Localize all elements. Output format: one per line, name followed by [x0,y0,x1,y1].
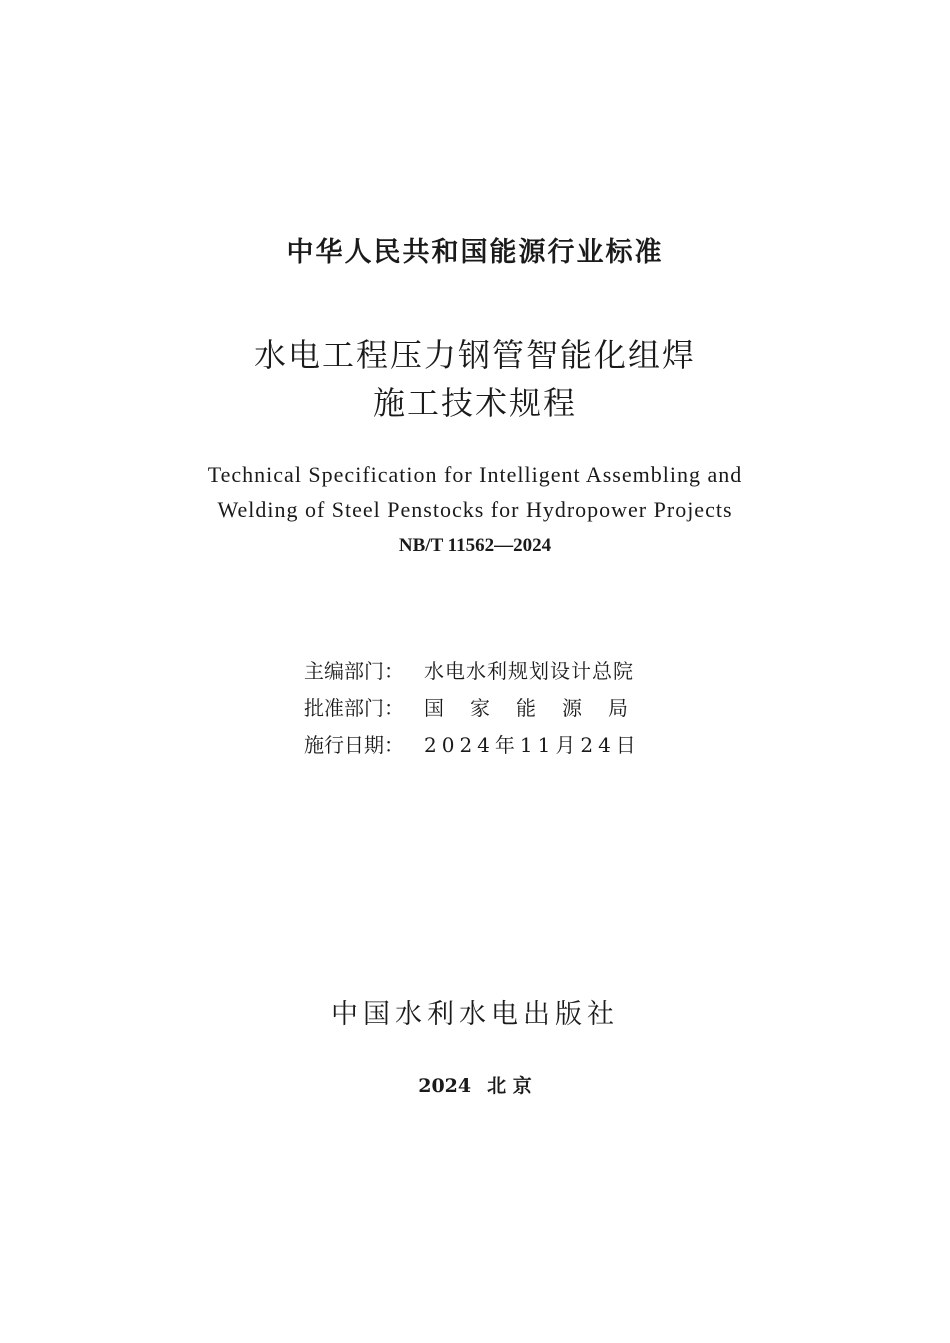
publication-city: 北 京 [487,1075,532,1097]
effective-date-row [304,729,641,758]
editor-label: 主编部门： [304,659,404,683]
publication-year: 2024 [418,1075,472,1097]
title-en-line2: Welding of Steel Penstocks for Hydropower Projects [217,497,733,522]
editor-row [304,655,634,684]
title-cn-line2: 施工技术规程 [372,384,577,422]
standard-category: 中华人民共和国能源行业标准 [286,237,664,268]
approver-value: 国家能源局 [424,696,654,720]
publisher: 中国水利水电出版社 [331,999,619,1030]
standard-code: NB/T 11562—2024 [398,535,552,556]
approver-row [304,692,654,721]
approver-label: 批准部门： [304,696,404,720]
publication-place [0,1071,950,1098]
editor-value: 水电水利规划设计总院 [424,659,634,683]
title-en-line1: Technical Specification for Intelligent Assembling and [207,462,743,487]
title-cn-line1: 水电工程压力钢管智能化组焊 [253,336,696,374]
effective-date-label: 施行日期： [304,733,404,757]
effective-date-value: 2024年11月24日 [424,733,641,757]
